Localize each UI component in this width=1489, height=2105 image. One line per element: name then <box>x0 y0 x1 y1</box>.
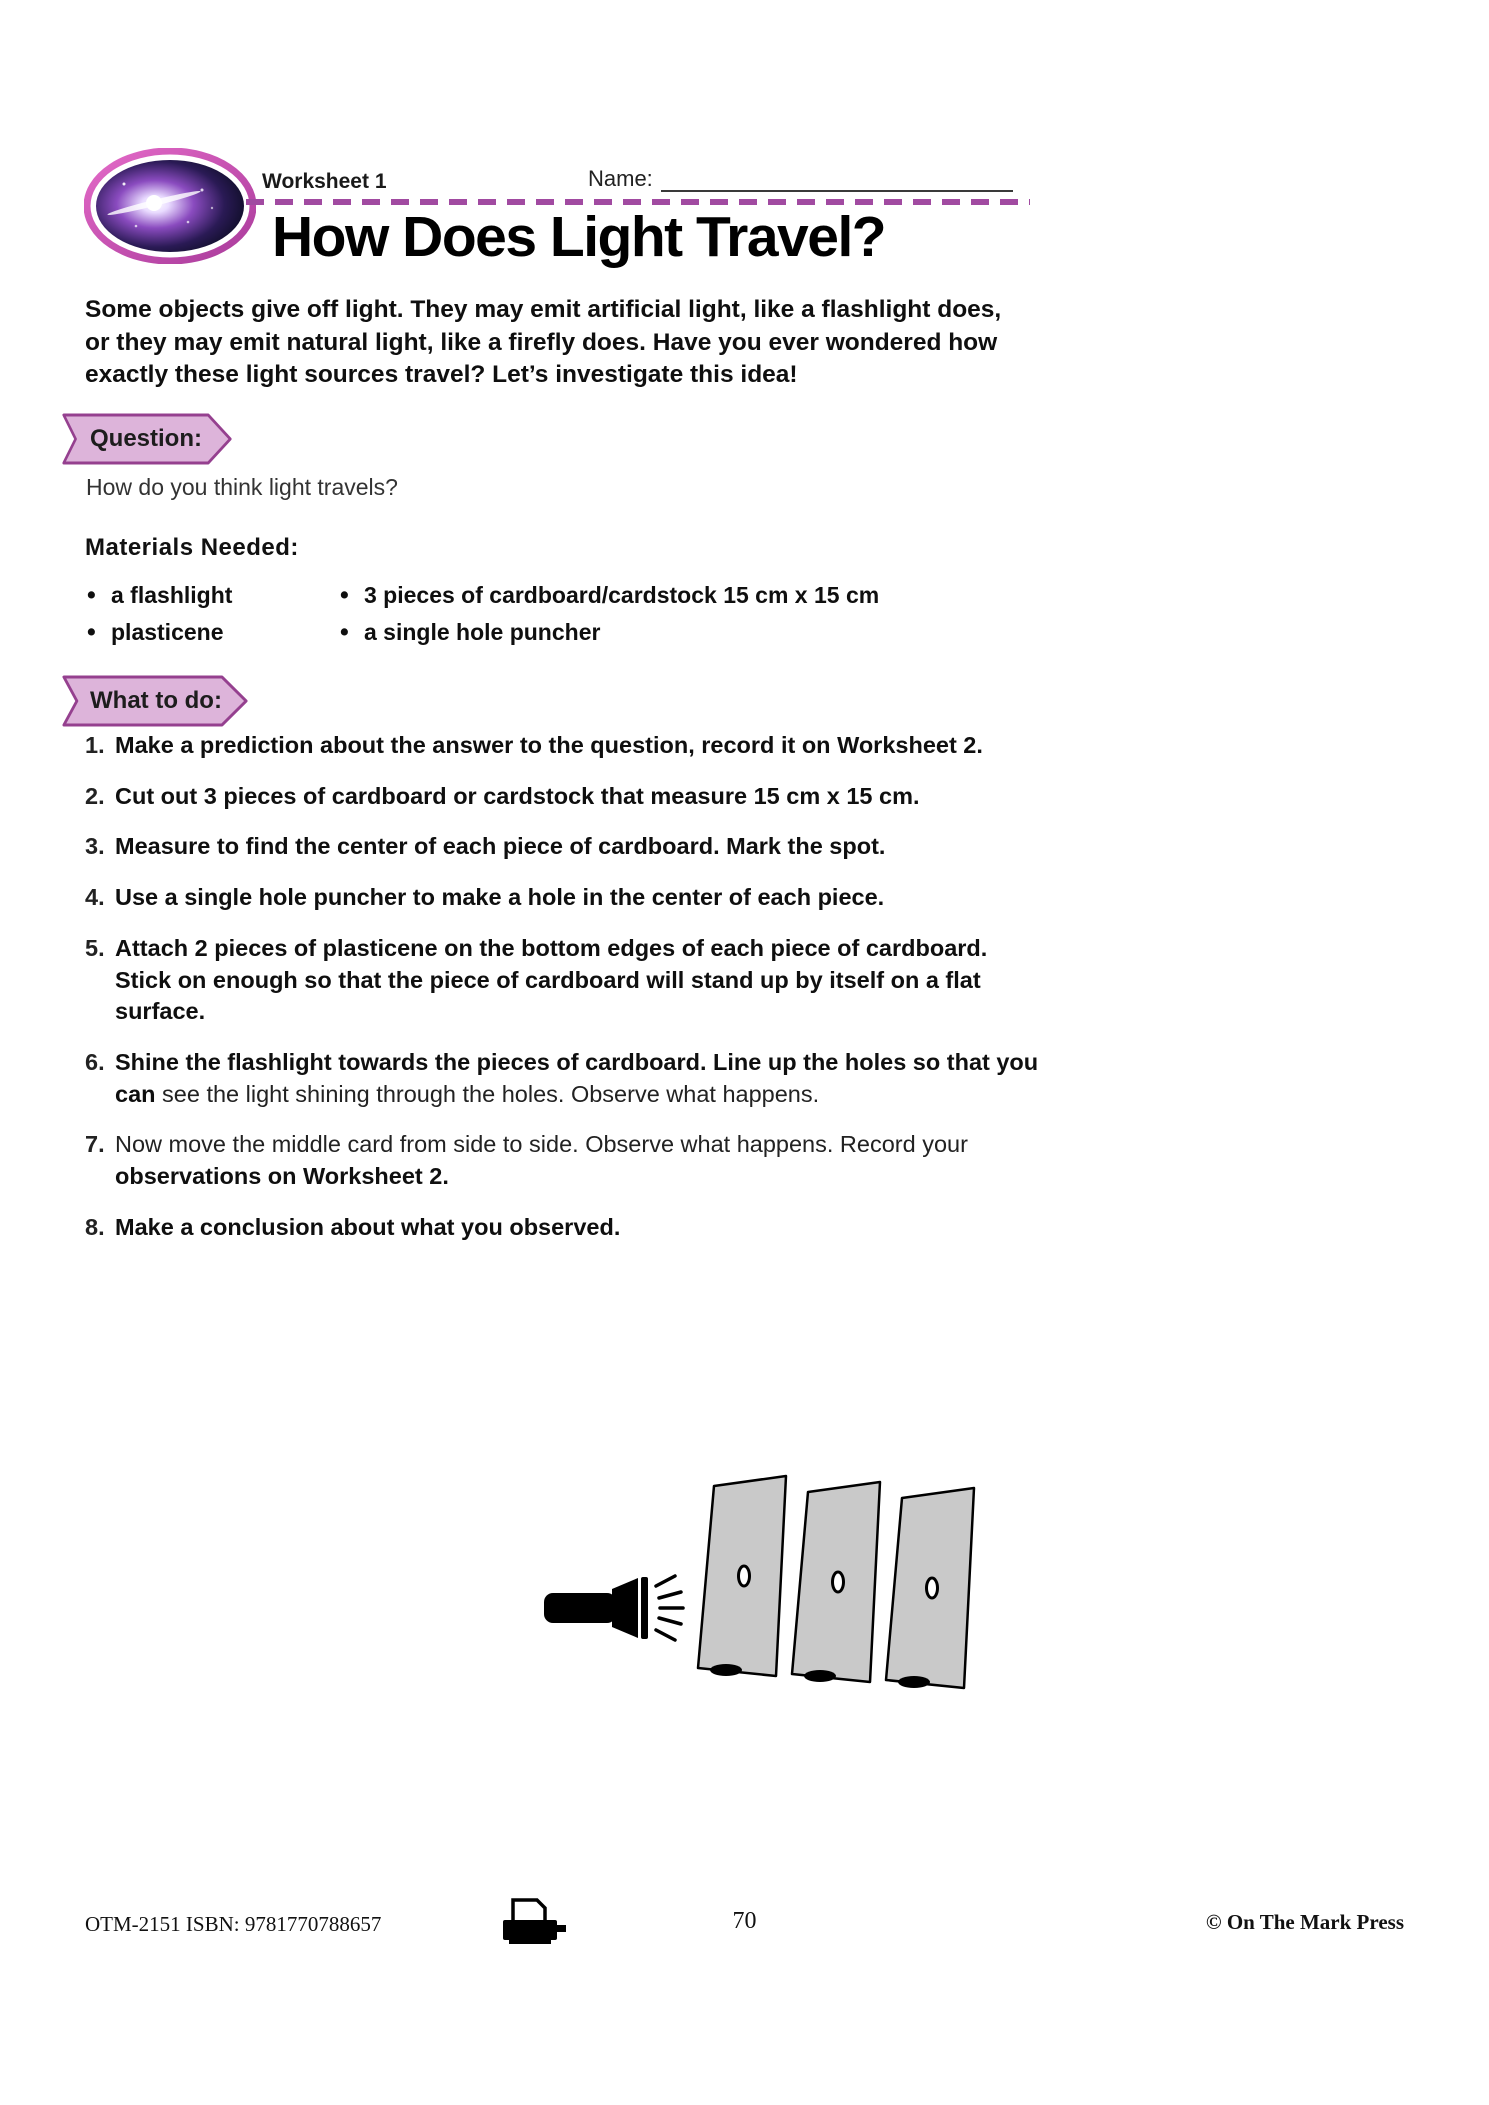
plasticene-blob <box>710 1664 742 1676</box>
experiment-illustration <box>540 1464 1010 1714</box>
material-item: • plasticene <box>85 619 232 646</box>
material-item: • 3 pieces of cardboard/cardstock 15 cm x 15 cm <box>338 582 879 609</box>
question-text: How do you think light travels? <box>86 474 398 500</box>
step-text <box>115 781 1045 813</box>
plasticene-blob <box>804 1670 836 1682</box>
worksheet-number-label: Worksheet 1 <box>262 170 387 193</box>
step-text-segment: Attach 2 pieces of plasticene on the bottom edges of each piece of cardboard. Stick on enough so that the piece of cardboard will stand up by itself on a flat surface. <box>115 934 988 1025</box>
step-text <box>115 1047 1045 1110</box>
step-text <box>115 933 1045 1028</box>
space-light-photo-art <box>84 148 256 264</box>
name-blank-line <box>661 170 1013 192</box>
step-text <box>115 882 1045 914</box>
step-text-segment: Now move the middle card from side to side. Observe what happens. Record your <box>115 1131 968 1158</box>
instruction-step <box>85 831 1045 863</box>
instruction-step <box>85 882 1045 914</box>
material-item: • a flashlight <box>85 582 232 609</box>
footer-copyright: © On The Mark Press <box>1205 1910 1404 1934</box>
step-number: 3. <box>85 833 105 860</box>
step-text-segment: Measure to find the center of each piece of cardboard. Mark the spot. <box>115 833 886 860</box>
step-number: 2. <box>85 782 105 809</box>
step-number: 6. <box>85 1049 105 1076</box>
step-text-segment: Use a single hole puncher to make a hole in the center of each piece. <box>115 884 885 911</box>
cardboard-card-3 <box>886 1488 974 1688</box>
card-hole <box>833 1572 844 1592</box>
light-rays-icon <box>656 1576 683 1640</box>
step-text-segment: observations on Worksheet 2. <box>115 1163 449 1190</box>
step-number: 8. <box>85 1213 105 1240</box>
question-banner-label: Question: <box>90 425 202 452</box>
step-text-segment: Make a prediction about the answer to the question, record it on Worksheet 2. <box>115 732 983 758</box>
instruction-step <box>85 781 1045 813</box>
flashlight-icon <box>544 1576 683 1640</box>
what-to-do-banner-label: What to do: <box>90 687 222 714</box>
step-text <box>115 1212 1045 1244</box>
step-number: 4. <box>85 884 105 911</box>
material-item: • a single hole puncher <box>338 619 879 646</box>
footer-isbn: OTM-2151 ISBN: 9781770788657 <box>85 1912 382 1936</box>
instruction-step <box>85 1212 1045 1244</box>
step-text-segment: Cut out 3 pieces of cardboard or cardstock that measure 15 cm x 15 cm. <box>115 782 920 809</box>
instruction-step <box>85 1129 1045 1192</box>
cardboard-card-2 <box>792 1482 880 1682</box>
page-title: How Does Light Travel? <box>272 205 886 269</box>
step-text-segment: Make a conclusion about what you observed. <box>115 1213 621 1240</box>
plasticene-blob <box>898 1676 930 1688</box>
name-label: Name: <box>588 166 653 191</box>
step-text-segment: Shine the flashlight towards the pieces of cardboard. Line up the holes so that you can <box>115 1049 1039 1107</box>
step-number: 1. <box>85 732 105 758</box>
step-number: 7. <box>85 1131 105 1158</box>
cardboard-card-1 <box>698 1476 786 1676</box>
materials-column-1 <box>85 582 232 656</box>
instruction-step <box>85 1047 1045 1110</box>
card-hole <box>739 1566 750 1586</box>
question-banner <box>62 413 232 465</box>
step-text <box>115 1129 1045 1192</box>
intro-paragraph: Some objects give off light. They may emit artificial light, like a flashlight does, or they may emit natural light, like a firefly does. Have you ever wondered how exactly these light sources travel? Let’s investigate this idea! <box>85 296 1002 389</box>
materials-column-2 <box>338 582 879 656</box>
card-hole <box>927 1578 938 1598</box>
what-to-do-banner <box>62 675 248 727</box>
step-text <box>115 730 1045 762</box>
step-text <box>115 831 1045 863</box>
instruction-step <box>85 730 1045 762</box>
materials-heading: Materials Needed: <box>85 534 299 561</box>
page-number: 70 <box>732 1908 757 1934</box>
instructions-list <box>85 730 1045 1263</box>
name-field-row <box>588 166 1013 192</box>
step-number: 5. <box>85 934 105 961</box>
instruction-step <box>85 933 1045 1028</box>
step-text-segment: see the light shining through the holes. Observe what happens. <box>162 1080 820 1107</box>
space-light-photo <box>84 148 256 269</box>
